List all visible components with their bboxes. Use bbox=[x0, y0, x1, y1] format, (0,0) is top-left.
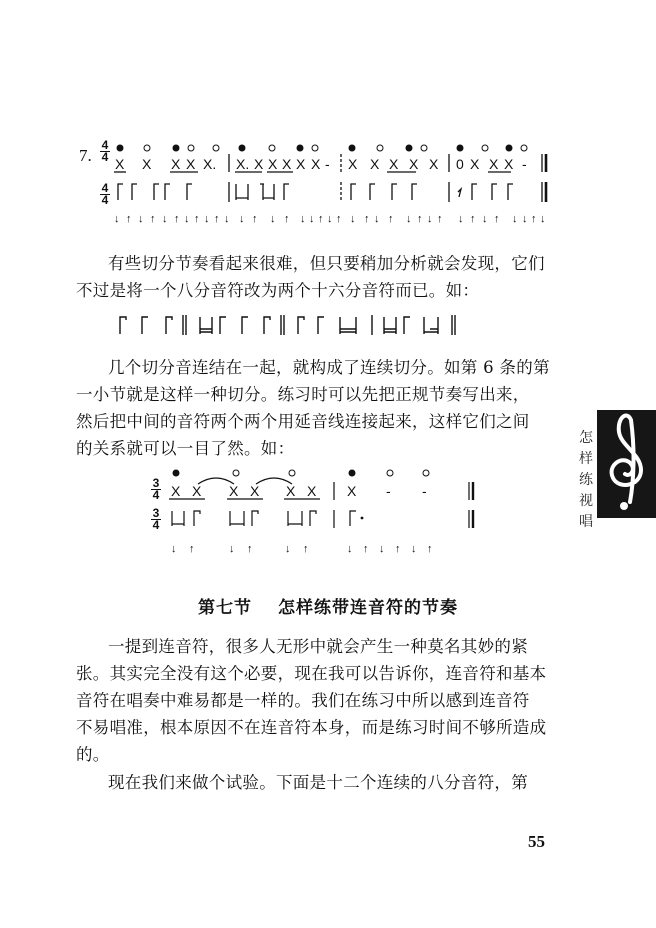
svg-text:X: X bbox=[311, 156, 321, 172]
svg-text:X: X bbox=[268, 156, 278, 172]
svg-text:X: X bbox=[347, 483, 357, 499]
svg-text:↓: ↓ bbox=[204, 213, 210, 225]
svg-text:↓: ↓ bbox=[229, 543, 235, 555]
svg-text:↑: ↑ bbox=[189, 543, 195, 555]
svg-text:↓: ↓ bbox=[162, 213, 168, 225]
svg-text:X: X bbox=[348, 156, 358, 172]
svg-text:↑: ↑ bbox=[126, 213, 132, 225]
svg-text:↑: ↑ bbox=[252, 213, 258, 225]
sidebar-chapter-label: 怎 样 练 视 唱 bbox=[579, 430, 593, 530]
text-line: 的。 bbox=[76, 745, 110, 764]
svg-text:↓: ↓ bbox=[482, 213, 488, 225]
svg-text:X: X bbox=[296, 156, 306, 172]
svg-text:↑: ↑ bbox=[174, 213, 180, 225]
page-number: 55 bbox=[528, 832, 545, 851]
section-heading bbox=[0, 593, 656, 618]
paragraph bbox=[76, 633, 559, 768]
svg-text:↓: ↓ bbox=[138, 213, 144, 225]
svg-text:↑: ↑ bbox=[284, 213, 290, 225]
svg-text:X.: X. bbox=[203, 156, 217, 172]
text-line: 不过是将一个八分音符改为两个十六分音符而已。如： bbox=[76, 281, 480, 300]
svg-text:-: - bbox=[325, 156, 330, 172]
svg-text:↓: ↓ bbox=[406, 213, 412, 225]
svg-text:↓: ↓ bbox=[411, 543, 417, 555]
time-signature: 4 4 bbox=[101, 138, 109, 164]
svg-text:↑: ↑ bbox=[363, 543, 369, 555]
text-line: 张。其实完全没有这个必要，现在我可以告诉你，连音符和基本 bbox=[76, 664, 547, 683]
svg-text:X: X bbox=[282, 156, 292, 172]
svg-text:↑: ↑ bbox=[150, 213, 156, 225]
svg-text:↑: ↑ bbox=[194, 213, 200, 225]
svg-text:↑: ↑ bbox=[318, 213, 324, 225]
svg-text:X: X bbox=[489, 156, 499, 172]
svg-text:X: X bbox=[192, 483, 202, 499]
svg-text:↑: ↑ bbox=[470, 213, 476, 225]
svg-text:X: X bbox=[142, 156, 152, 172]
rhythm-exercise-7 bbox=[112, 138, 562, 230]
section-title: 怎样练带连音符的节奏 bbox=[278, 598, 458, 618]
text-line: 然后把中间的音符两个两个用延音线连接起来，这样它们之间 bbox=[76, 412, 530, 431]
svg-text:↓: ↓ bbox=[285, 543, 291, 555]
svg-text:↓: ↓ bbox=[300, 213, 306, 225]
svg-text:X: X bbox=[254, 156, 264, 172]
svg-text:X: X bbox=[171, 156, 181, 172]
time-signature: 3 4 bbox=[152, 476, 160, 502]
svg-text:↑: ↑ bbox=[214, 213, 220, 225]
svg-text:↑: ↑ bbox=[247, 543, 253, 555]
svg-text:X: X bbox=[115, 156, 125, 172]
example-number: 7. bbox=[79, 146, 92, 165]
svg-text:X: X bbox=[504, 156, 514, 172]
svg-text:-: - bbox=[422, 483, 427, 499]
svg-text:X: X bbox=[250, 483, 260, 499]
svg-text:↓: ↓ bbox=[239, 213, 245, 225]
svg-text:↓: ↓ bbox=[522, 213, 528, 225]
paragraph bbox=[76, 354, 559, 462]
svg-text:↓: ↓ bbox=[427, 213, 433, 225]
svg-text:X: X bbox=[171, 483, 181, 499]
svg-text:↓: ↓ bbox=[374, 213, 380, 225]
svg-text:↓: ↓ bbox=[309, 213, 315, 225]
svg-text:↑: ↑ bbox=[417, 213, 423, 225]
svg-text:↑: ↑ bbox=[494, 213, 500, 225]
svg-text:↓: ↓ bbox=[512, 213, 518, 225]
svg-text:↓: ↓ bbox=[114, 213, 120, 225]
svg-text:↓: ↓ bbox=[224, 213, 230, 225]
svg-text:X: X bbox=[307, 483, 317, 499]
svg-text:↓: ↓ bbox=[350, 213, 356, 225]
paragraph bbox=[76, 250, 559, 304]
svg-text:↓: ↓ bbox=[379, 543, 385, 555]
continuous-syncopation-example bbox=[164, 466, 484, 556]
svg-text:↑: ↑ bbox=[531, 213, 537, 225]
text-line: 几个切分音连结在一起，就构成了连续切分。如第 6 条的第 bbox=[108, 358, 550, 377]
svg-text:↓: ↓ bbox=[171, 543, 177, 555]
svg-text:X: X bbox=[186, 156, 196, 172]
svg-text:-: - bbox=[386, 483, 391, 499]
svg-text:X.: X. bbox=[236, 156, 250, 172]
treble-clef-icon bbox=[597, 410, 656, 518]
x-note-line bbox=[115, 156, 527, 172]
svg-text:↓: ↓ bbox=[458, 213, 464, 225]
svg-text:0: 0 bbox=[456, 156, 464, 172]
text-line: 有些切分节奏看起来很难，但只要稍加分析就会发现，它们 bbox=[108, 254, 545, 273]
svg-text:↓: ↓ bbox=[327, 213, 333, 225]
dot-circle-marks bbox=[117, 145, 527, 151]
text-line: 音符在唱奏中难易都是一样的。我们在练习中所以感到连音符 bbox=[76, 691, 530, 710]
svg-text:X: X bbox=[229, 483, 239, 499]
beat-arrows bbox=[114, 213, 546, 225]
sidebar-tab bbox=[597, 410, 656, 518]
text-line: 一小节就是这样一种切分。练习时可以先把正规节奏写出来， bbox=[76, 385, 530, 404]
time-signature: 4 4 bbox=[101, 181, 109, 207]
svg-text:X: X bbox=[429, 156, 439, 172]
svg-text:↑: ↑ bbox=[395, 543, 401, 555]
section-number: 第七节 bbox=[198, 598, 252, 618]
text-line: 不易唱准，根本原因不在连音符本身，而是练习时间不够所造成 bbox=[76, 718, 547, 737]
paragraph bbox=[76, 769, 559, 796]
svg-text:↑: ↑ bbox=[336, 213, 342, 225]
svg-text:X: X bbox=[470, 156, 480, 172]
svg-text:↓: ↓ bbox=[347, 543, 353, 555]
syncopation-examples bbox=[112, 312, 522, 338]
text-line: 一提到连音符，很多人无形中就会产生一种莫名其妙的紧 bbox=[108, 637, 528, 656]
text-line: 现在我们来做个试验。下面是十二个连续的八分音符，第 bbox=[108, 773, 528, 792]
svg-text:↑: ↑ bbox=[364, 213, 370, 225]
svg-text:↓: ↓ bbox=[270, 213, 276, 225]
text-line: 的关系就可以一目了然。如： bbox=[76, 439, 295, 458]
time-signature: 3 4 bbox=[152, 506, 160, 532]
svg-text:↑: ↑ bbox=[437, 213, 443, 225]
svg-text:-: - bbox=[522, 156, 527, 172]
svg-text:X: X bbox=[409, 156, 419, 172]
svg-text:↓: ↓ bbox=[540, 213, 546, 225]
music-notation-line bbox=[118, 184, 513, 200]
svg-text:X: X bbox=[370, 156, 380, 172]
svg-text:↑: ↑ bbox=[388, 213, 394, 225]
svg-text:X: X bbox=[286, 483, 296, 499]
svg-text:↑: ↑ bbox=[303, 543, 309, 555]
svg-text:↓: ↓ bbox=[184, 213, 190, 225]
svg-text:X: X bbox=[389, 156, 399, 172]
svg-text:↑: ↑ bbox=[427, 543, 433, 555]
